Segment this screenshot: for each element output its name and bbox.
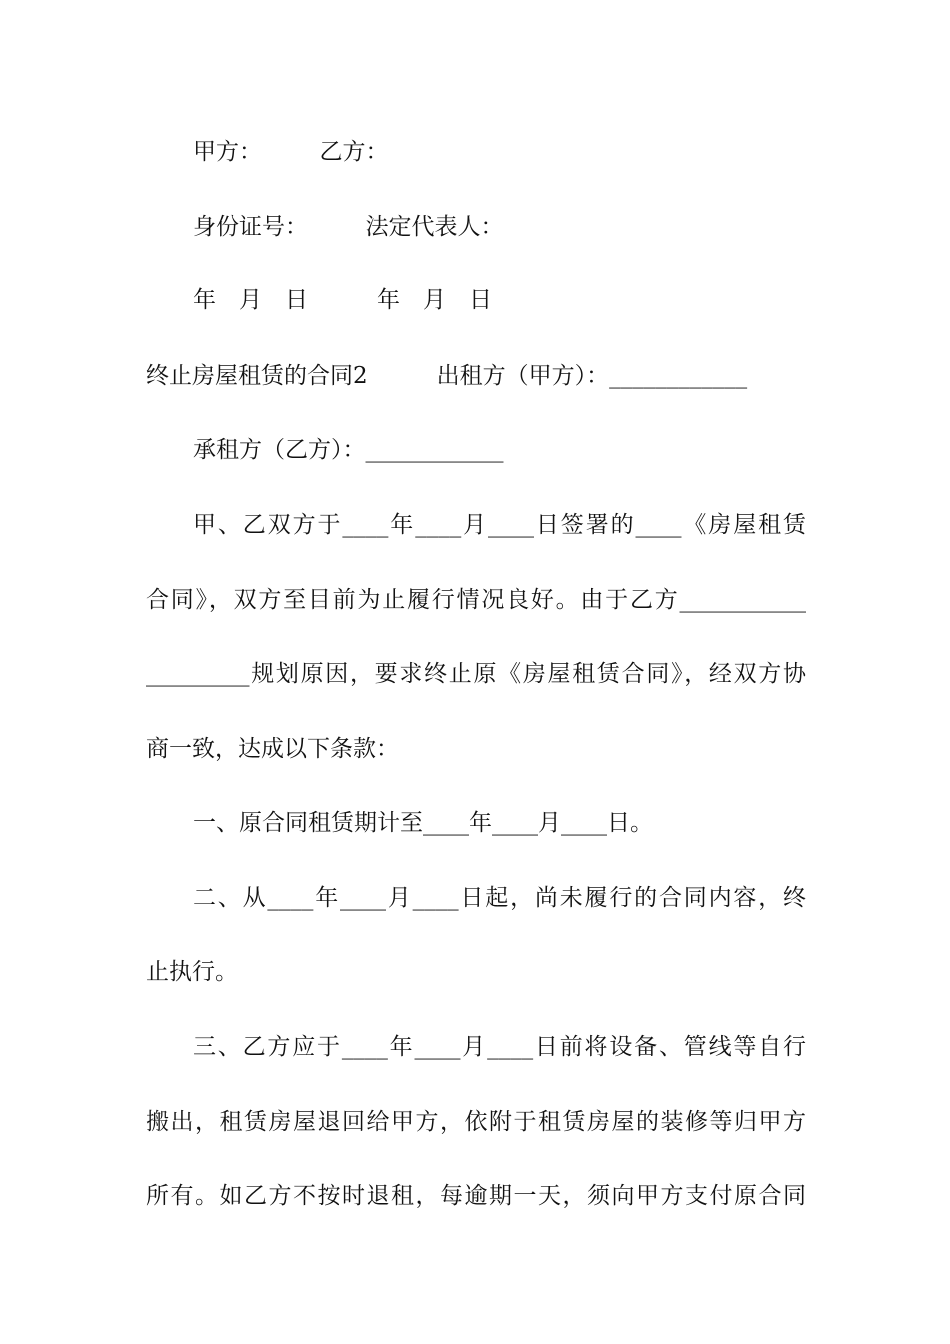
date-line: 年 月 日 年 月 日	[193, 287, 492, 313]
clause-two-line: 二、从____年____月____日起，尚未履行的合同内容，终	[193, 885, 806, 911]
paragraph-line: 止执行。	[146, 959, 238, 985]
id-representative-line: 身份证号： 法定代表人：	[193, 214, 504, 240]
paragraph-line: _________规划原因，要求终止原《房屋租赁合同》，经双方协	[146, 661, 806, 687]
paragraph-line: 搬出，租赁房屋退回给甲方，依附于租赁房屋的装修等归甲方	[146, 1109, 806, 1135]
clause-three-line: 三、乙方应于____年____月____日前将设备、管线等自行	[193, 1034, 806, 1060]
paragraph-line: 甲、乙双方于____年____月____日签署的____《房屋租赁	[193, 512, 806, 538]
lessee-line: 承租方（乙方）：____________	[193, 437, 504, 463]
contract-title-lessor-line: 终止房屋租赁的合同2 出租方（甲方）：____________	[146, 363, 748, 389]
paragraph-line: 所有。如乙方不按时退租，每逾期一天，须向甲方支付原合同	[146, 1183, 806, 1209]
paragraph-line: 商一致，达成以下条款：	[146, 736, 399, 762]
party-signature-line: 甲方： 乙方：	[193, 139, 389, 165]
paragraph-line: 合同》，双方至目前为止履行情况良好。由于乙方___________	[146, 587, 806, 613]
clause-one-line: 一、原合同租赁期计至____年____月____日。	[193, 810, 653, 836]
